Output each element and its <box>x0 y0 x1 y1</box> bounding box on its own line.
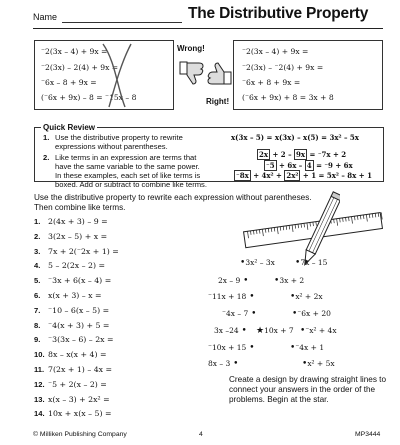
dot-icon[interactable]: • <box>240 276 249 286</box>
qr-item2-line4: boxed. Add or subtract to combine like terms. <box>55 180 207 189</box>
wrong-cross-marks <box>35 41 173 109</box>
qr-item2-num: 2. <box>43 153 50 162</box>
footer-code: MP3444 <box>355 431 381 438</box>
problem-number: 14. <box>34 409 45 419</box>
dot-label-text: 10x + 7 <box>264 326 294 335</box>
problem-expression: 7x + 2(⁻2x + 1) = <box>48 246 119 256</box>
thumbs-up-icon <box>204 60 234 90</box>
qr-item1-example: x(3x – 5) = x(3x) – x(5) = 3x² – 5x <box>231 133 359 142</box>
dot-label <box>295 258 327 268</box>
qr-item2-line3: In these examples, each set of like terms is <box>55 171 201 180</box>
dot-label <box>222 309 256 319</box>
dot-icon[interactable]: • <box>238 326 247 336</box>
quick-review-box <box>34 127 384 189</box>
problem-expression: 3(2x – 5) + x = <box>48 231 108 241</box>
dot-label <box>240 258 275 268</box>
dot-label-text: ⁻4x + 1 <box>295 343 325 352</box>
dot-icon[interactable]: • <box>290 343 296 353</box>
dot-icon[interactable]: • <box>300 326 306 336</box>
header-rule <box>33 28 383 29</box>
name-label: Name <box>33 12 58 22</box>
problem-expression: x(x – 3) + 2x² = <box>48 394 110 404</box>
page-title: The Distributive Property <box>188 5 369 22</box>
qr-item2-line1: Like terms in an expression are terms that <box>55 153 197 162</box>
problem-expression: 5 – 2(2x – 2) = <box>48 261 106 271</box>
problem-expression: ⁻4(x + 3) + 5 = <box>48 320 110 330</box>
dot-icon[interactable]: • <box>274 276 280 286</box>
dot-label-text: 3x + 2 <box>279 276 305 285</box>
problem-expression: ⁻10 – 6(x – 5) = <box>48 305 110 315</box>
problem-number: 2. <box>34 231 41 241</box>
right-example-box <box>233 40 383 110</box>
qr-item1-num: 1. <box>43 133 50 142</box>
dot-label <box>208 343 255 353</box>
problem-expression: ⁻3x + 6(x – 4) = <box>48 276 112 286</box>
qr-item1-text2: expressions without parentheses. <box>55 142 168 151</box>
dot-icon[interactable]: • <box>290 292 296 302</box>
dot-label <box>274 276 304 286</box>
problem-number: 9. <box>34 335 41 345</box>
problem-number: 11. <box>34 365 45 374</box>
problem-number: 7. <box>34 305 41 315</box>
dot-label <box>292 309 331 319</box>
design-text-2: connect your answers in the order of the <box>229 385 376 394</box>
dot-label-text: ⁻4x – 7 <box>222 309 249 318</box>
problem-expression: 8x – x(x + 4) = <box>48 350 107 360</box>
footer-page-number: 4 <box>199 431 203 438</box>
dot-icon[interactable]: • <box>230 359 239 369</box>
right-label: Right! <box>206 97 230 106</box>
problem-number: 1. <box>34 217 41 226</box>
problem-expression: 10x + x(x – 5) = <box>48 409 112 419</box>
qr-item2-line2: have the same variable to the same power. <box>55 162 200 171</box>
qr-item1-text1: Use the distributive property to rewrite <box>55 133 183 142</box>
dot-label-text: 3x –24 <box>214 326 239 335</box>
name-line[interactable] <box>62 22 182 23</box>
dot-icon[interactable]: • <box>295 258 301 268</box>
dot-label-text: ⁻10x + 15 <box>208 343 247 352</box>
dot-label <box>208 359 238 369</box>
dot-icon[interactable]: • <box>246 343 255 353</box>
footer-copyright: © Milliken Publishing Company <box>33 431 127 438</box>
dot-label-text: 2x – 9 <box>218 276 241 285</box>
problem-list <box>34 217 224 417</box>
right-line-4: (⁻6x + 9x) + 8 = 3x + 8 <box>242 93 334 102</box>
wrong-line-2: ⁻2(3x) – 2(4) + 9x = <box>41 63 119 72</box>
problem-number: 13. <box>34 394 45 404</box>
right-line-3: ⁻6x + 8 + 9x = <box>242 78 301 87</box>
problem-expression: 2(4x + 3) – 9 = <box>48 217 108 226</box>
dot-label-text: ⁻6x + 20 <box>297 309 331 318</box>
problem-number: 10. <box>34 350 45 360</box>
problem-number: 4. <box>34 261 41 271</box>
quick-review-title: Quick Review <box>43 123 96 132</box>
dot-icon[interactable]: • <box>292 309 298 319</box>
dot-icon[interactable]: • <box>302 359 308 369</box>
qr-like-terms-ex3: ⁻8x + 4x² + 2x² + 1 = 5x² – 8x + 1 <box>236 171 372 180</box>
problem-expression: ⁻5 + 2(x – 2) = <box>48 379 107 389</box>
instructions-line2: Then combine like terms. <box>34 203 126 212</box>
dot-label <box>218 276 248 286</box>
dot-label <box>256 326 294 336</box>
dot-label-text: 7x – 15 <box>300 258 328 267</box>
right-line-2: ⁻2(3x) – ⁻2(4) + 9x = <box>242 63 324 72</box>
dot-icon[interactable]: • <box>248 309 257 319</box>
dot-icon[interactable]: • <box>246 292 255 302</box>
dot-label-text: ⁻x² + 4x <box>305 326 337 335</box>
right-line-1: ⁻2(3x – 4) + 9x = <box>242 47 309 56</box>
wrong-example-box <box>34 40 174 110</box>
dot-label <box>208 292 255 302</box>
problem-number: 12. <box>34 379 45 389</box>
dot-label <box>300 326 337 336</box>
design-text-1: Create a design by drawing straight lines to <box>229 375 387 384</box>
dot-icon[interactable]: • <box>240 258 246 268</box>
dot-label <box>290 343 324 353</box>
instructions-line1: Use the distributive property to rewrite each expression without parentheses. <box>34 193 312 202</box>
dot-label-text: 8x – 3 <box>208 359 231 368</box>
qr-like-terms-ex1: 2x + 2 – 9x = ⁻7x + 2 <box>259 150 347 159</box>
dot-label-text: 3x² – 3x <box>245 258 275 267</box>
problem-expression: 7(2x + 1) – 4x = <box>48 365 113 374</box>
problem-number: 5. <box>34 276 41 286</box>
problem-number: 6. <box>34 291 41 300</box>
dot-label <box>302 359 335 369</box>
qr-like-terms-ex2: ⁻5 + 6x – 4 = ⁻9 + 6x <box>266 161 353 170</box>
wrong-line-3: ⁻6x – 8 + 9x = <box>41 78 97 87</box>
wrong-line-4: (⁻6x + 9x) – 8 = ⁻15x – 8 <box>41 93 137 102</box>
problem-number: 3. <box>34 246 41 256</box>
dot-label <box>290 292 323 302</box>
design-text-3: problems. Begin at the star. <box>229 395 329 404</box>
dot-label <box>214 326 247 336</box>
dot-label-text: ⁻11x + 18 <box>208 292 247 301</box>
problem-expression: x(x + 3) – x = <box>48 291 102 300</box>
dot-puzzle <box>200 250 390 370</box>
star-icon[interactable]: ★ <box>256 326 265 336</box>
dot-label-text: x² + 5x <box>307 359 335 368</box>
wrong-label: Wrong! <box>177 44 205 53</box>
dot-label-text: x² + 2x <box>295 292 323 301</box>
problem-expression: ⁻3(3x – 6) – 2x = <box>48 335 114 345</box>
wrong-line-1: ⁻2(3x – 4) + 9x = <box>41 47 108 56</box>
problem-number: 8. <box>34 320 41 330</box>
